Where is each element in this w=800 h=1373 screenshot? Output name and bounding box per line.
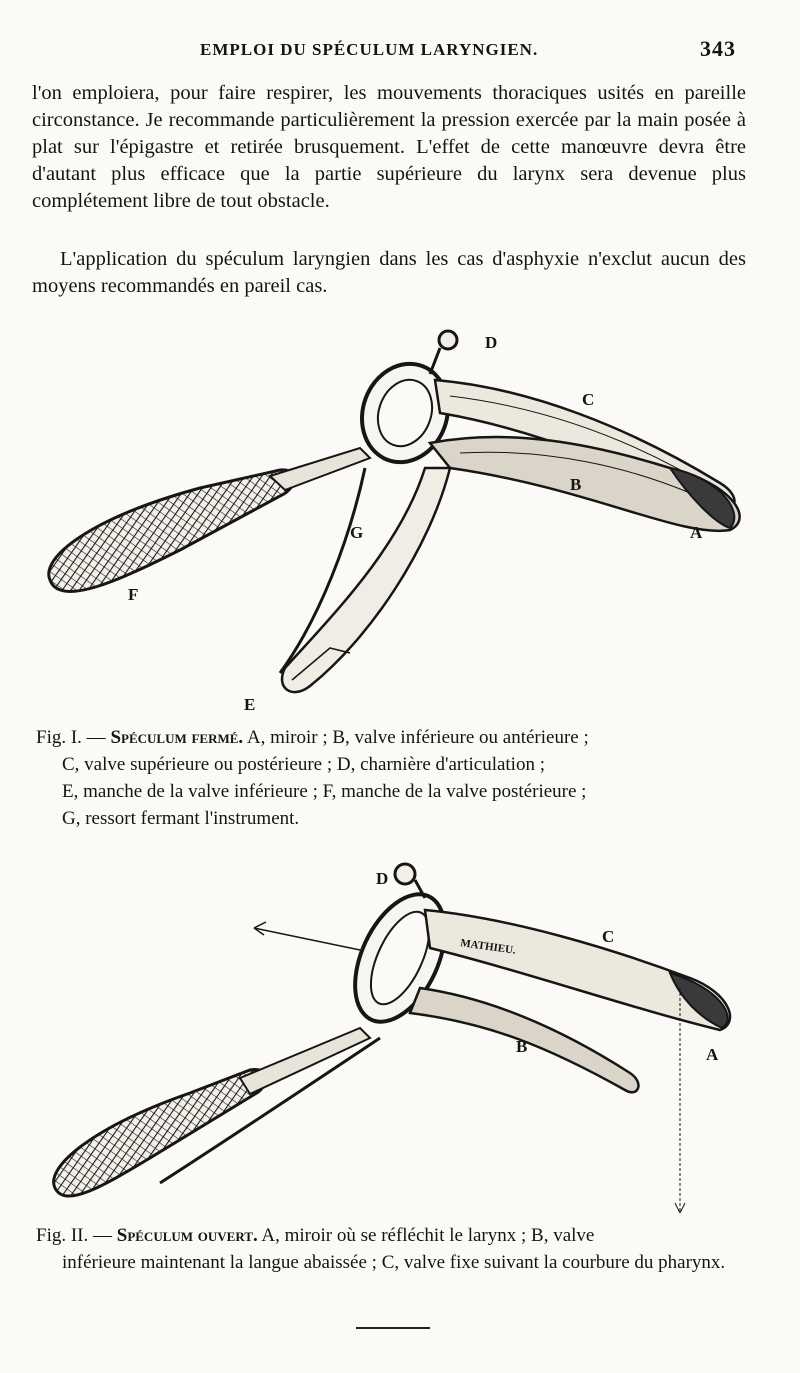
running-header <box>0 36 800 66</box>
fig1-text-2: C, valve supérieure ou postérieure ; D, charnière d'articulation ; <box>62 754 545 775</box>
fig2-label-a: A <box>706 1045 719 1064</box>
running-title: EMPLOI DU SPÉCULUM LARYNGIEN. <box>200 40 539 59</box>
end-rule <box>356 1327 430 1329</box>
fig2-text-2: inférieure maintenant la langue abaissée ; C, valve fixe suivant la courbure du pharynx. <box>62 1252 726 1273</box>
fig1-title: Spéculum fermé. <box>110 727 244 748</box>
fig1-label-a: A <box>690 523 703 542</box>
fig2-engraving: MATHIEU. <box>459 937 517 957</box>
fig2-label-b: B <box>516 1037 528 1056</box>
figure-1-closed-speculum <box>30 318 760 718</box>
fig2-title: Spéculum ouvert. <box>116 1225 258 1246</box>
body-paragraph-2: L'application du spéculum laryngien dans les cas d'asphyxie n'exclut aucun des moyens recommandés en pareil cas. <box>32 248 746 297</box>
fig1-label-c: C <box>582 390 595 409</box>
figure-2-open-speculum <box>30 838 760 1220</box>
figure-2-caption <box>36 1222 746 1276</box>
fig1-number: Fig. I. — <box>36 727 106 748</box>
fig1-text-3: E, manche de la valve inférieure ; F, manche de la valve postérieure ; <box>62 781 587 802</box>
page-number: 343 <box>700 36 736 61</box>
fig1-text-4: G, ressort fermant l'instrument. <box>62 808 300 829</box>
fig2-label-c: C <box>602 927 615 946</box>
figure-1-caption <box>36 724 746 832</box>
speculum-open-drawing <box>54 864 730 1213</box>
fig2-number: Fig. II. — <box>36 1225 112 1246</box>
fig2-text-1: A, miroir où se réfléchit le larynx ; B, valve <box>261 1225 595 1246</box>
fig2-label-d: D <box>376 869 389 888</box>
fig1-label-g: G <box>350 523 364 542</box>
fig1-label-b: B <box>570 475 582 494</box>
fig1-label-e: E <box>244 695 256 714</box>
fig1-label-f: F <box>128 585 139 604</box>
fig1-label-d: D <box>485 333 498 352</box>
body-paragraph-1: l'on emploiera, pour faire respirer, les mouvements thoraciques usités en pareille circonstance. Je recommande particulièrement la pression exercée par la main posée à plat sur l'épigastre et retirée brusquement. L'effet de cette manœuvre devra être d'autant plus efficace que la partie supérieure du larynx sera devenue plus complétement libre de tout obstacle. <box>32 82 746 212</box>
speculum-drawing <box>49 331 740 692</box>
fig1-text-1: A, miroir ; B, valve inférieure ou antérieure ; <box>246 727 589 748</box>
